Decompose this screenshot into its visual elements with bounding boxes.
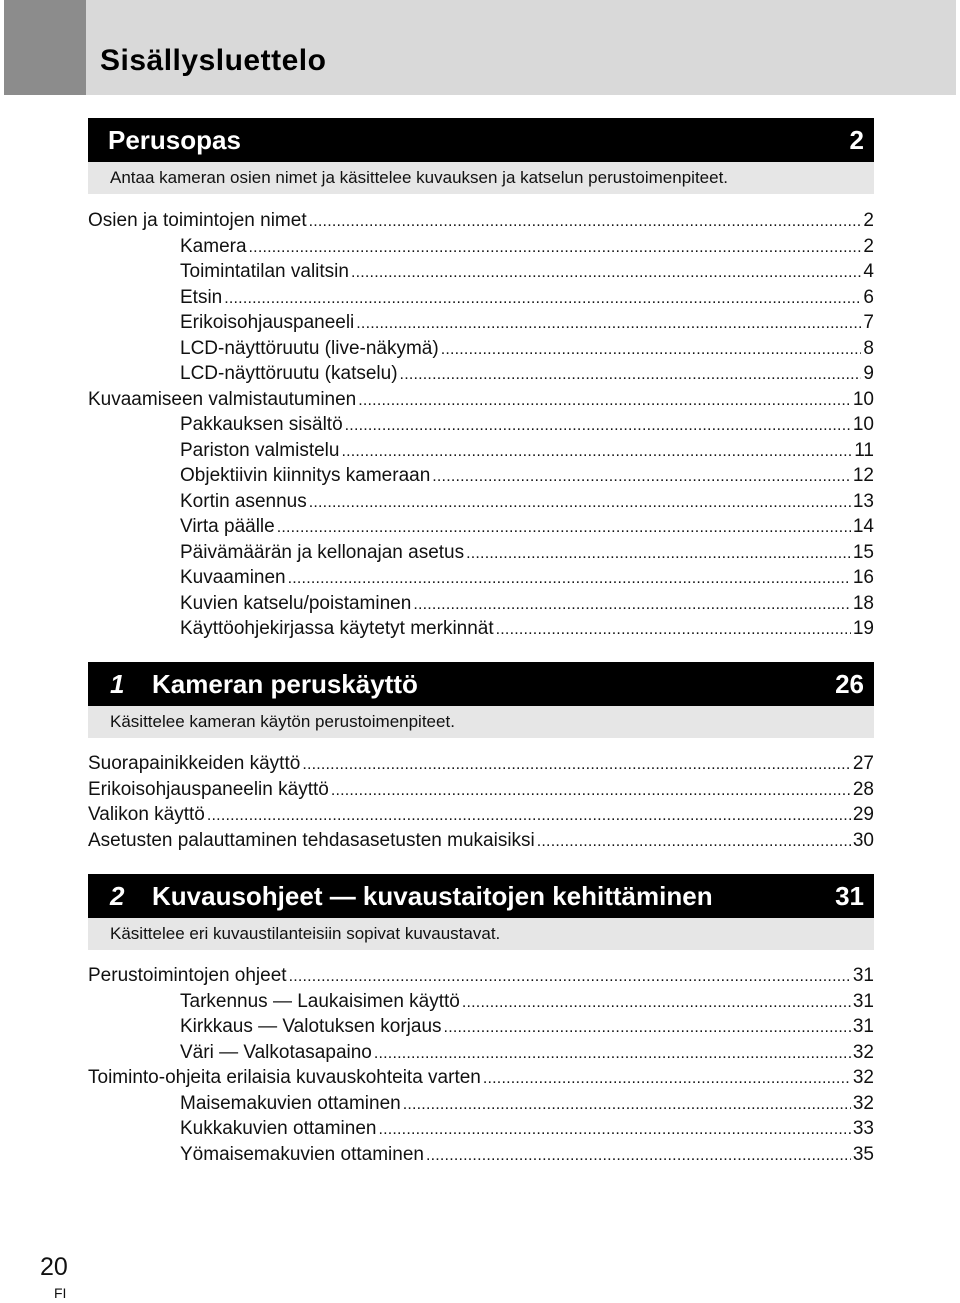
toc-list-1 [88,751,874,853]
toc-entry[interactable] [88,285,874,311]
toc-entry[interactable] [88,565,874,591]
dot-leader [341,438,852,465]
toc-entry-title: Osien ja toimintojen nimet [88,210,307,231]
toc-entry[interactable] [88,1091,874,1117]
toc-entry-title: LCD-näyttöruutu (live-näkymä) [180,337,439,359]
toc-entry-page: 14 [852,516,874,537]
toc-entry[interactable] [88,208,874,234]
toc-entry-page: 31 [852,965,874,986]
toc-entry-page: 8 [863,337,874,359]
toc-entry-page: 10 [852,388,874,410]
toc-entry-page: 32 [852,1092,874,1114]
section-header[interactable] [88,118,874,162]
section-title: Kameran peruskäyttö [152,669,418,699]
toc-entry-title: Virta päälle [180,516,275,537]
dot-leader [426,1142,851,1169]
toc-entry-page: 7 [863,312,874,333]
toc-entry-page: 9 [863,363,874,384]
toc-entry-title: Etsin [180,286,223,308]
toc-entry-page: 32 [852,1041,874,1063]
toc-entry[interactable] [88,828,874,854]
toc-entry-page: 31 [852,1016,874,1037]
dot-leader [345,412,851,439]
toc-entry-title: Toiminto-ohjeita erilaisia kuvauskohteita varten [88,1067,481,1088]
dot-leader [356,310,861,337]
toc-entry-page: 35 [852,1143,874,1165]
toc-entry[interactable] [88,963,874,989]
section-kuvausohjeet [88,874,874,950]
toc-entry-page: 30 [852,829,874,851]
section-page: 2 [849,125,864,155]
toc-entry[interactable] [88,489,874,515]
dot-leader [403,1091,851,1118]
toc-entry-page: 27 [852,753,874,774]
toc-entry[interactable] [88,387,874,413]
toc-entry-title: Päivämäärän ja kellonajan asetus [180,541,465,563]
toc-entry[interactable] [88,989,874,1015]
toc-entry[interactable] [88,1142,874,1168]
toc-entry[interactable] [88,514,874,540]
dot-leader [351,259,861,286]
toc-entry[interactable] [88,259,874,285]
toc-entry[interactable] [88,616,874,642]
toc-entry-title: Pariston valmistelu [180,439,340,461]
toc-entry[interactable] [88,234,874,260]
section-title: Perusopas [108,125,241,155]
toc-entry[interactable] [88,336,874,362]
toc-entry-page: 10 [852,414,874,435]
toc-entry-title: Tarkennus — Laukaisimen käyttö [180,990,460,1012]
toc-entry-title: Väri — Valkotasapaino [180,1041,372,1063]
dot-leader [466,540,851,567]
toc-entry-title: Pakkauksen sisältö [180,414,343,435]
toc-entry-title: Kuvaaminen [180,567,286,588]
toc-entry-page: 11 [854,439,874,461]
section-page: 26 [835,669,864,699]
toc-entry-page: 2 [863,235,874,257]
page-number: 20 [40,1253,68,1281]
section-kameran-peruskaytto [88,662,874,738]
dot-leader [378,1116,850,1143]
page-title: Sisällysluettelo [100,44,327,77]
dot-leader [277,514,851,541]
toc-entry[interactable] [88,1065,874,1091]
toc-entry[interactable] [88,412,874,438]
toc-entry-title: Erikoisohjauspaneeli [180,312,355,333]
toc-entry-title: Perustoimintojen ohjeet [88,965,287,986]
toc-entry-title: Kamera [180,235,247,257]
dot-leader [444,1014,851,1041]
dot-leader [309,489,851,516]
dot-leader [224,285,861,312]
toc-entry-page: 4 [863,261,874,282]
toc-entry-title: Käyttöohjekirjassa käytetyt merkinnät [180,618,494,639]
dot-leader [496,616,851,643]
dot-leader [289,963,851,990]
toc-entry-title: LCD-näyttöruutu (katselu) [180,363,398,384]
section-number: 1 [110,669,125,699]
toc-entry[interactable] [88,438,874,464]
dot-leader [309,208,862,235]
section-header[interactable] [88,874,874,918]
toc-entry-title: Toimintatilan valitsin [180,261,349,282]
header-tab [4,0,86,95]
toc-entry-title: Kuvaamiseen valmistautuminen [88,388,357,410]
section-page: 31 [835,881,864,911]
toc-entry[interactable] [88,1014,874,1040]
toc-entry-title: Objektiivin kiinnitys kameraan [180,465,431,486]
dot-leader [537,828,851,855]
section-header[interactable] [88,662,874,706]
toc-entry-page: 6 [863,286,874,308]
toc-entry-page: 29 [852,804,874,825]
toc-list-2 [88,963,874,1167]
toc-entry[interactable] [88,802,874,828]
toc-entry-page: 31 [852,990,874,1012]
toc-entry-title: Suorapainikkeiden käyttö [88,753,301,774]
toc-entry-title: Kuvien katselu/poistaminen [180,592,412,614]
toc-entry[interactable] [88,540,874,566]
dot-leader [400,361,862,388]
toc-entry-page: 13 [852,490,874,512]
section-number: 2 [110,881,125,911]
dot-leader [432,463,851,490]
section-title: Kuvausohjeet — kuvaustaitojen kehittäminen [152,881,713,911]
toc-entry-page: 18 [852,592,874,614]
toc-entry-page: 2 [863,210,874,231]
toc-entry[interactable] [88,463,874,489]
dot-leader [483,1065,851,1092]
section-perusopas [88,118,874,194]
toc-entry[interactable] [88,751,874,777]
toc-entry[interactable] [88,1116,874,1142]
section-description: Käsittelee eri kuvaustilanteisiin sopivat kuvaustavat. [88,918,874,950]
toc-entry-title: Kortin asennus [180,490,307,512]
page-language: FI [54,1285,67,1301]
toc-entry[interactable] [88,777,874,803]
dot-leader [358,387,851,414]
toc-entry-title: Valikon käyttö [88,804,205,825]
dot-leader [249,234,862,261]
toc-entry-title: Asetusten palauttaminen tehdasasetusten mukaisiksi [88,829,535,851]
toc-list-0 [88,208,874,642]
toc-entry-page: 28 [852,778,874,800]
toc-entry-page: 32 [852,1067,874,1088]
toc-entry-title: Kukkakuvien ottaminen [180,1118,377,1139]
dot-leader [288,565,851,592]
toc-entry[interactable] [88,1040,874,1066]
toc-entry-title: Yömaisemakuvien ottaminen [180,1143,424,1165]
toc-entry[interactable] [88,361,874,387]
toc-entry-page: 19 [852,618,874,639]
dot-leader [441,336,862,363]
toc-entry[interactable] [88,591,874,617]
toc-entry-page: 33 [852,1118,874,1139]
toc-entry-title: Maisemakuvien ottaminen [180,1092,401,1114]
toc-entry-page: 12 [852,465,874,486]
dot-leader [331,777,851,804]
dot-leader [413,591,851,618]
section-description: Antaa kameran osien nimet ja käsittelee kuvauksen ja katselun perustoimenpiteet. [88,162,874,194]
toc-entry[interactable] [88,310,874,336]
toc-entry-page: 15 [852,541,874,563]
dot-leader [302,751,851,778]
dot-leader [374,1040,851,1067]
toc-entry-title: Erikoisohjauspaneelin käyttö [88,778,329,800]
dot-leader [207,802,851,829]
dot-leader [462,989,851,1016]
section-description: Käsittelee kameran käytön perustoimenpiteet. [88,706,874,738]
toc-entry-title: Kirkkaus — Valotuksen korjaus [180,1016,442,1037]
toc-entry-page: 16 [852,567,874,588]
